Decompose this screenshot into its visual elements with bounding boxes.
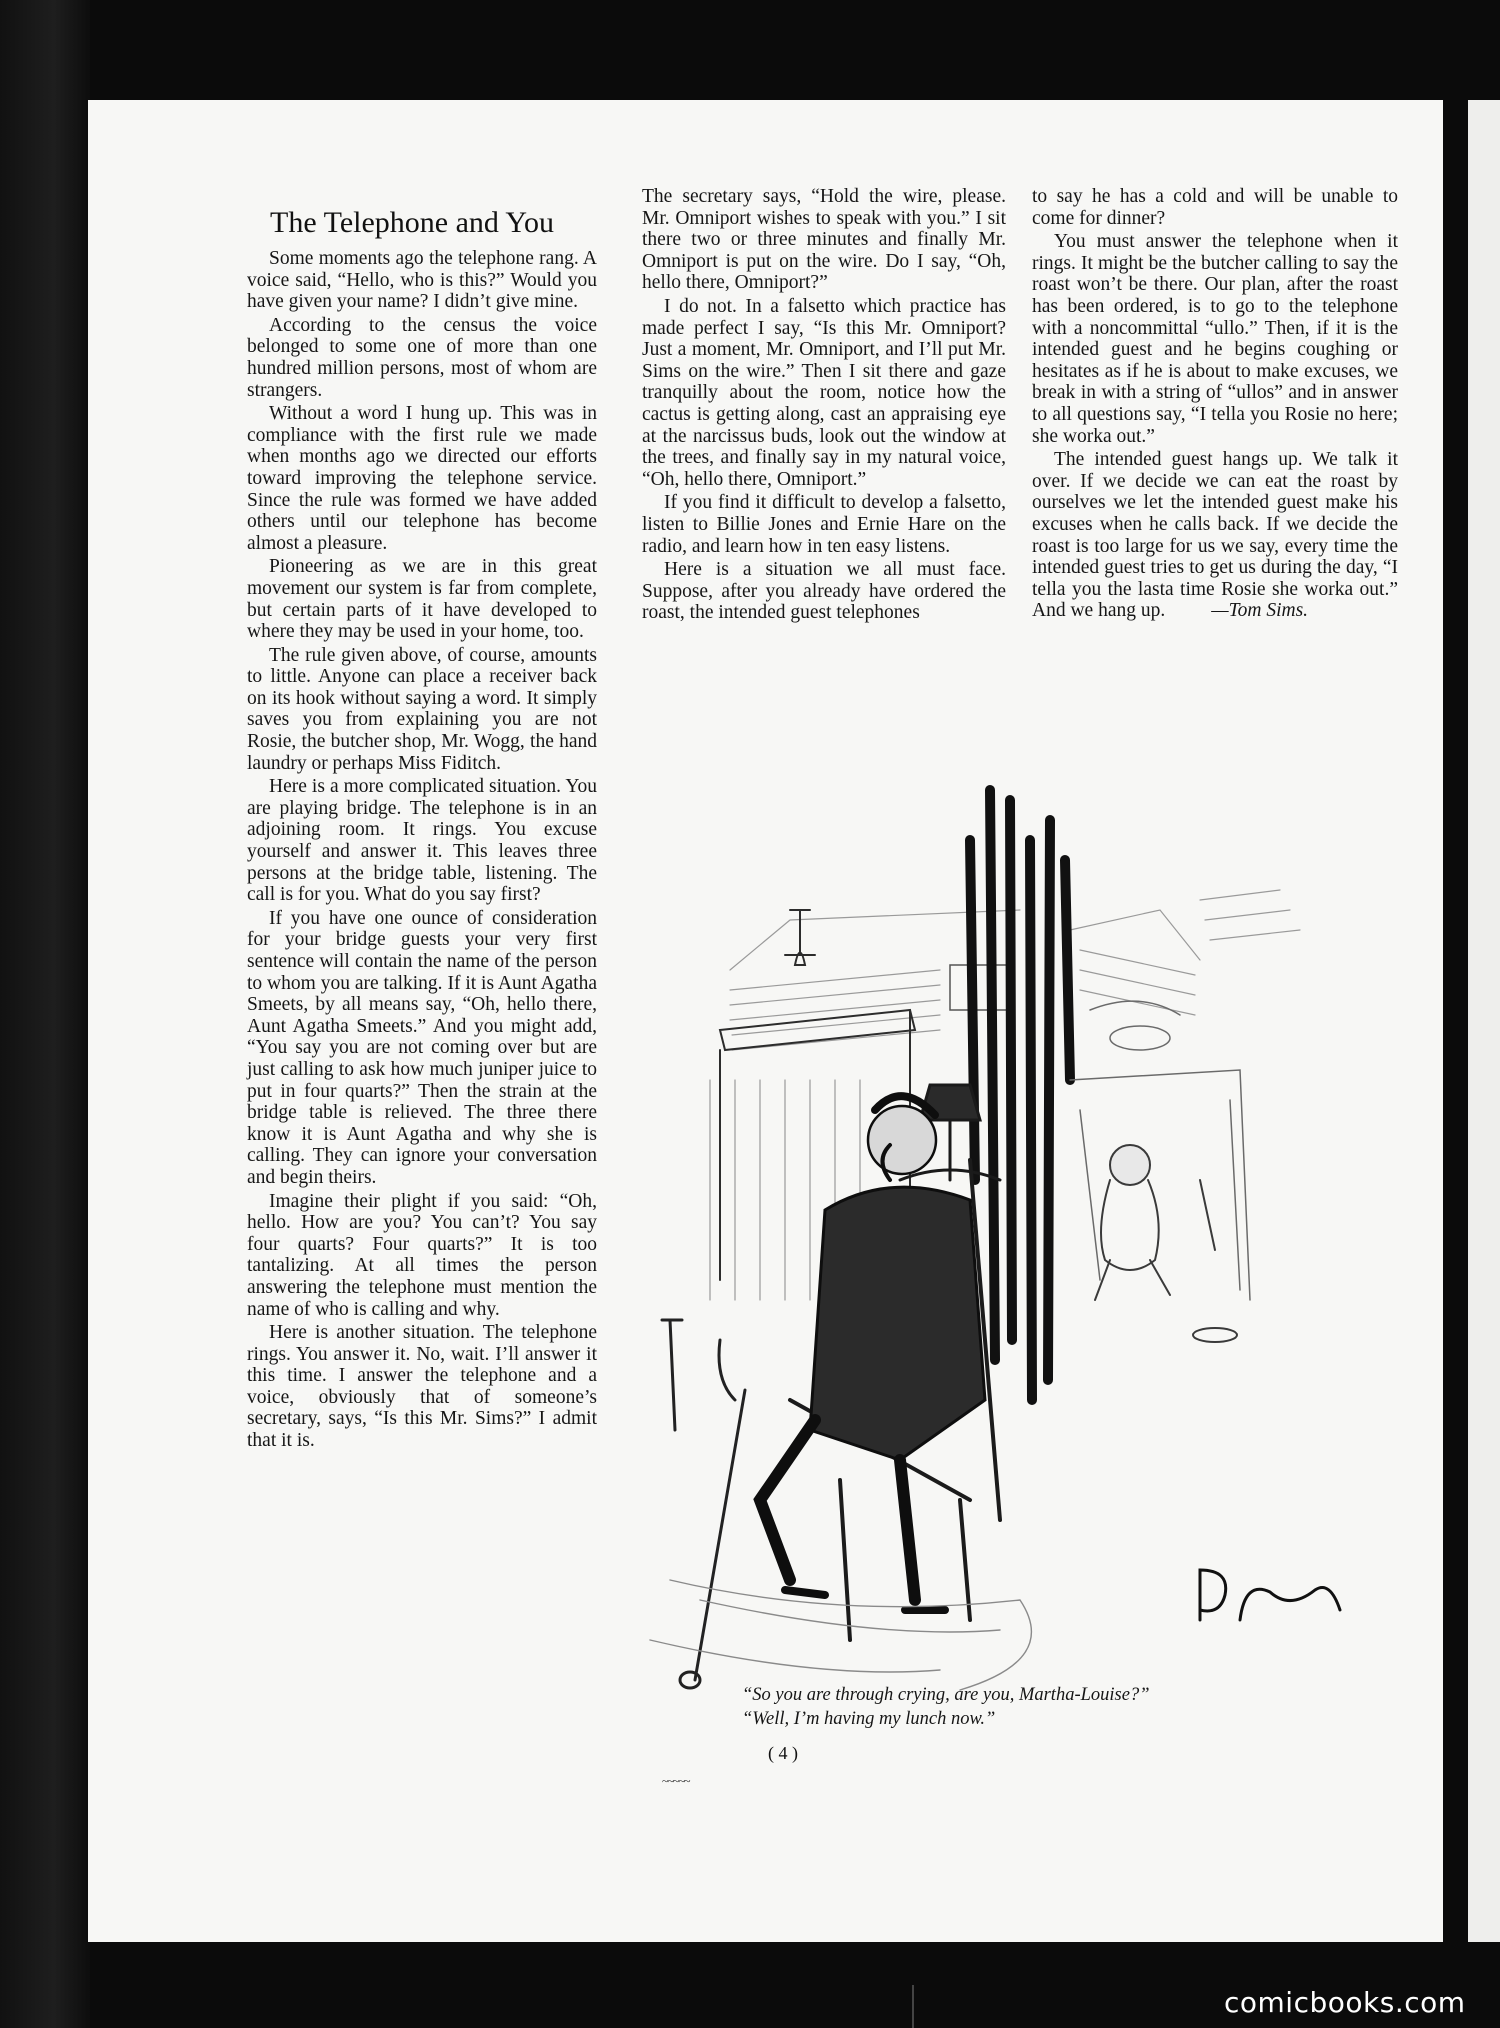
- article-column-1: [247, 206, 597, 1454]
- paragraph: Some moments ago the telephone rang. A voice said, “Hello, who is this?” Would you have given your name? I didn’t give mine.: [247, 248, 597, 313]
- caption-line-1: “So you are through crying, are you, Martha-Louise?”: [742, 1685, 1150, 1705]
- article-title: The Telephone and You: [270, 206, 554, 239]
- paragraph: Here is another situation. The telephone rings. You answer it. No, wait. I’ll answer it this time. I answer the telephone and a voice, obviously that of someone’s secretary, says, “Is this Mr. Sims?” I admit that it is.: [247, 1322, 597, 1452]
- cane-and-hookah: [662, 1320, 745, 1688]
- article-column-3: [1032, 186, 1398, 624]
- next-page-edge: [1468, 100, 1500, 1942]
- rug-lines: [650, 1580, 1031, 1690]
- wall-picture: [950, 965, 1010, 1010]
- paragraph: I do not. In a falsetto which practice has made perfect I say, “Is this Mr. Omniport? Just a moment, Mr. Omniport, and I’ll put Mr. Sims on the wire.” Then I sit there and gaze tranquilly about the room, notice how the cactus is getting along, cast an appraising eye at the narcissus buds, look out the window at the trees, and finally say in my natural voice, “Oh, hello there, Omniport.”: [642, 295, 1006, 490]
- paragraph: According to the census the voice belonged to some one of more than one hundred million persons, most of whom are strangers.: [247, 314, 597, 401]
- paragraph: Imagine their plight if you said: “Oh, hello. How are you? You can’t? You say four quarts? Four quarts?” It is too tantalizing. At all times the person answering the telephone must mention the name of who is calling and why.: [247, 1190, 597, 1320]
- paragraph: If you have one ounce of consideration for your bridge guests your very first sentence will contain the name of the person to whom you are talking. If it is Aunt Agatha Smeets, by all means say, “Oh, hello there, Aunt Agatha Smeets.” And you might add, “You say you are not coming over but are just calling to ask how much juniper juice to put in four quarts?” Then the strain at the bridge table is relieved. The three there know it is Aunt Agatha and why she is calling. They can ignore your conversation and begin theirs.: [247, 907, 597, 1188]
- paragraph: [1032, 449, 1398, 622]
- paragraph: You must answer the telephone when it rings. It might be the butcher calling to say the roast won’t be there. Our plan, after the roast has been ordered, is to go to the telephone with a noncommittal “ullo.” Then, if it is the intended guest and he begins coughing or hesitates as if he is about to make excuses, we break in with a string of “ullos” and in answer to all questions say, “I tella you Rosie no here; she worka out.”: [1032, 231, 1398, 447]
- paragraph: Here is a situation we all must face. Suppose, after you already have ordered the roast, the intended guest telephones: [642, 559, 1006, 624]
- paragraph: The rule given above, of course, amounts to little. Anyone can place a receiver back on its hook without saying a word. It simply saves you from explaining you are not Rosie, the butcher shop, Mr. Wogg, the hand laundry or perhaps Miss Fiditch.: [247, 644, 597, 774]
- curtain: [970, 790, 1070, 1400]
- scan-artifact: [912, 1985, 914, 2028]
- caption-line-2: “Well, I’m having my lunch now.”: [742, 1709, 996, 1729]
- paragraph: Without a word I hung up. This was in compliance with the first rule we made when months ago we directed our efforts toward improving the telephone service. Since the rule was formed we have added others until our telephone has become almost a pleasure.: [247, 403, 597, 554]
- author-byline: —Tom Sims.: [1211, 600, 1309, 622]
- paragraph-text: The intended guest hangs up. We talk it over. If we decide we can eat the roast by ourselves we let the intended guest make his excuses when he calls back. If we decide the roast is too large for us we say, every time the intended guest tries to get us during the day, “I tella you the lasta time Rosie she worka out.” And we hang up.: [1032, 449, 1398, 622]
- paragraph: Here is a more complicated situation. You are playing bridge. The telephone is in an adjoining room. It rings. You excuse yourself and answer it. This leaves three persons at the bridge table, listening. The call is for you. What do you say first?: [247, 776, 597, 906]
- paragraph: to say he has a cold and will be unable to come for dinner?: [1032, 186, 1398, 229]
- illustration-caption: [742, 1683, 1382, 1731]
- ink-smudge: ~~~~~: [662, 1774, 690, 1788]
- paragraph: If you find it difficult to develop a falsetto, listen to Billie Jones and Ernie Hare on the radio, and learn how in ten easy listens.: [642, 492, 1006, 557]
- watermark: comicbooks.com: [1224, 1986, 1466, 2019]
- paragraph: Pioneering as we are in this great movement our system is far from complete, but certain parts of it have developed to where they may be used in your home, too.: [247, 556, 597, 643]
- girl-figure: [1095, 1145, 1237, 1342]
- page-number: ( 4 ): [768, 1743, 798, 1763]
- artist-signature: [1200, 1570, 1340, 1620]
- wall-shading: [710, 890, 1300, 1300]
- window-frame: [1070, 1001, 1250, 1300]
- paragraph: The secretary says, “Hold the wire, please. Mr. Omniport wishes to speak with you.” I sit there two or three minutes and finally Mr. Omniport is put on the wire. Do I say, “Oh, hello there, Omniport?”: [642, 186, 1006, 294]
- cartoon-illustration: [640, 780, 1400, 1700]
- scan-left-edge: [0, 0, 90, 2028]
- article-column-2: [642, 186, 1006, 626]
